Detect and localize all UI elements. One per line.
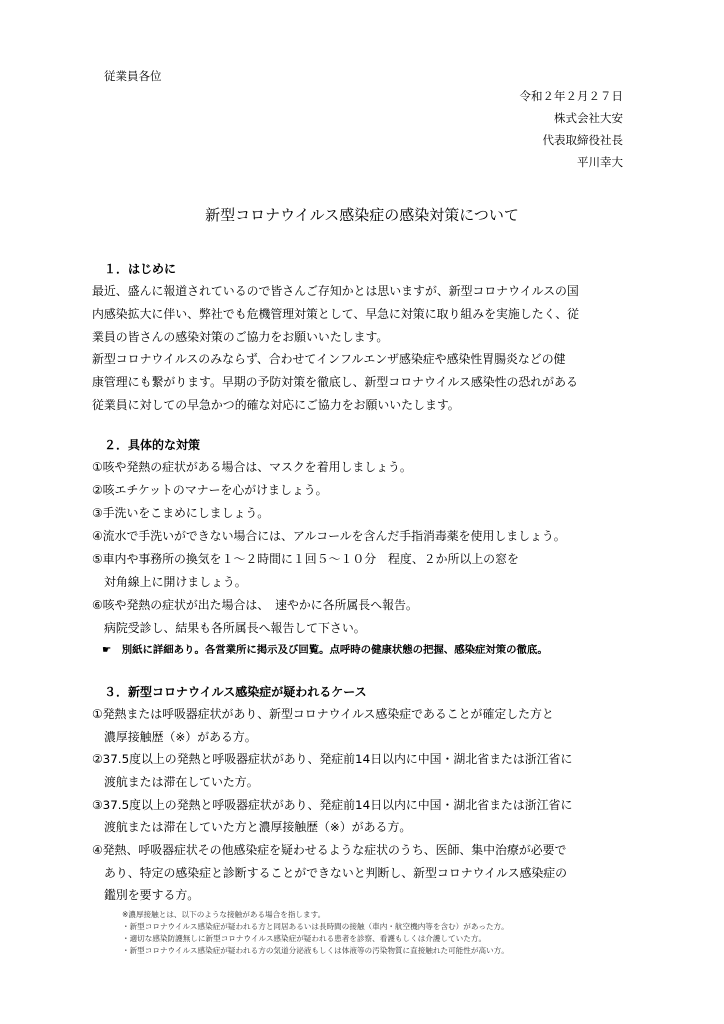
section-2-heading: ２．具体的な対策 bbox=[104, 438, 201, 452]
case-item: ②37.5度以上の発熱と呼吸器症状があり、発症前14日以内に中国・湖北省または浙江省に bbox=[92, 752, 573, 766]
document-title: 新型コロナウイルス感染症の感染対策について bbox=[205, 206, 519, 224]
section-1-heading: １．はじめに bbox=[104, 262, 177, 276]
measure-item: ①咳や発熱の症状がある場合は、マスクを着用しましょう。 bbox=[92, 460, 412, 474]
measure-item: ②咳エチケットのマナーを心がけましょう。 bbox=[92, 483, 328, 497]
sender-name: 平川幸大 bbox=[577, 155, 623, 169]
case-item: ①発熱または呼吸器症状があり、新型コロナウイルス感染症であることが確定した方と bbox=[92, 707, 554, 721]
section-1-line: 内感染拡大に伴い、弊社でも危機管理対策として、早急に対策に取り組みを実施したく、従 bbox=[92, 307, 580, 321]
measure-item-continued: 病院受診し、結果も各所属長へ報告して下さい。 bbox=[104, 621, 366, 635]
footnote: ・新型コロナウイルス感染症が疑われる方と同居あるいは長時間の接触（車内・航空機内等を含む）があった方。 bbox=[122, 922, 509, 931]
case-item-continued: 渡航または滞在していた方。 bbox=[104, 775, 259, 789]
case-item-continued: 鑑別を要する方。 bbox=[104, 888, 200, 902]
sender-position: 代表取締役社長 bbox=[542, 133, 623, 147]
measure-item: ④流水で手洗いができない場合には、アルコールを含んだ手指消毒薬を使用しましょう。 bbox=[92, 529, 566, 543]
company-name: 株式会社大安 bbox=[554, 111, 623, 125]
case-item: ③37.5度以上の発熱と呼吸器症状があり、発症前14日以内に中国・湖北省または浙江省に bbox=[92, 798, 573, 812]
measure-item: ⑤車内や事務所の換気を１～２時間に１回５～１０分 程度、２か所以上の窓を bbox=[92, 552, 519, 566]
section-1-line: 業員の皆さんの感染対策のご協力をお願いいたします。 bbox=[92, 330, 389, 344]
case-item-continued: あり、特定の感染症と診断することができないと判断し、新型コロナウイルス感染症の bbox=[104, 866, 568, 880]
case-item: ④発熱、呼吸器症状その他感染症を疑わせるような症状のうち、医師、集中治療が必要で bbox=[92, 843, 567, 857]
section-1-line: 康管理にも繋がります。早期の予防対策を徹底し、新型コロナウイルス感染性の恐れがある bbox=[92, 375, 578, 389]
footnote: ・新型コロナウイルス感染症が疑われる方の気道分泌液もしくは体液等の汚染物質に直接触れた可能性が高い方。 bbox=[122, 946, 509, 955]
issue-date: 令和２年２月２７日 bbox=[519, 89, 623, 103]
section-1-line: 新型コロナウイルスのみならず、合わせてインフルエンザ感染症や感染性胃腸炎などの健 bbox=[92, 352, 566, 366]
attachment-note: ☛ 別紙に詳細あり。各営業所に掲示及び回覧。点呼時の健康状態の把握、感染症対策の徹底。 bbox=[102, 644, 548, 656]
addressee: 従業員各位 bbox=[104, 69, 162, 83]
case-item-continued: 濃厚接触歴（※）がある方。 bbox=[104, 730, 257, 744]
measure-item-continued: 対角線上に開けましょう。 bbox=[104, 575, 247, 589]
measure-item: ③手洗いをこまめにしましょう。 bbox=[92, 506, 270, 520]
case-item-continued: 渡航または滞在していた方と濃厚接触歴（※）がある方。 bbox=[104, 820, 412, 834]
section-1-line: 従業員に対しての早急かつ的確な対応にご協力をお願いいたします。 bbox=[92, 398, 460, 412]
footnote: ※濃厚接触とは、以下のような接触がある場合を指します。 bbox=[122, 910, 326, 919]
footnote: ・適切な感染防護無しに新型コロナウイルス感染症が疑われる患者を診察、看護もしくは介護していた方。 bbox=[122, 934, 487, 943]
measure-item: ⑥咳や発熱の症状が出た場合は、 速やかに各所属長へ報告。 bbox=[92, 598, 418, 612]
section-1-line: 最近、盛んに報道されているので皆さんご存知かとは思いますが、新型コロナウイルスの国 bbox=[92, 284, 579, 298]
section-3-heading: ３．新型コロナウイルス感染症が疑われるケース bbox=[104, 685, 367, 699]
